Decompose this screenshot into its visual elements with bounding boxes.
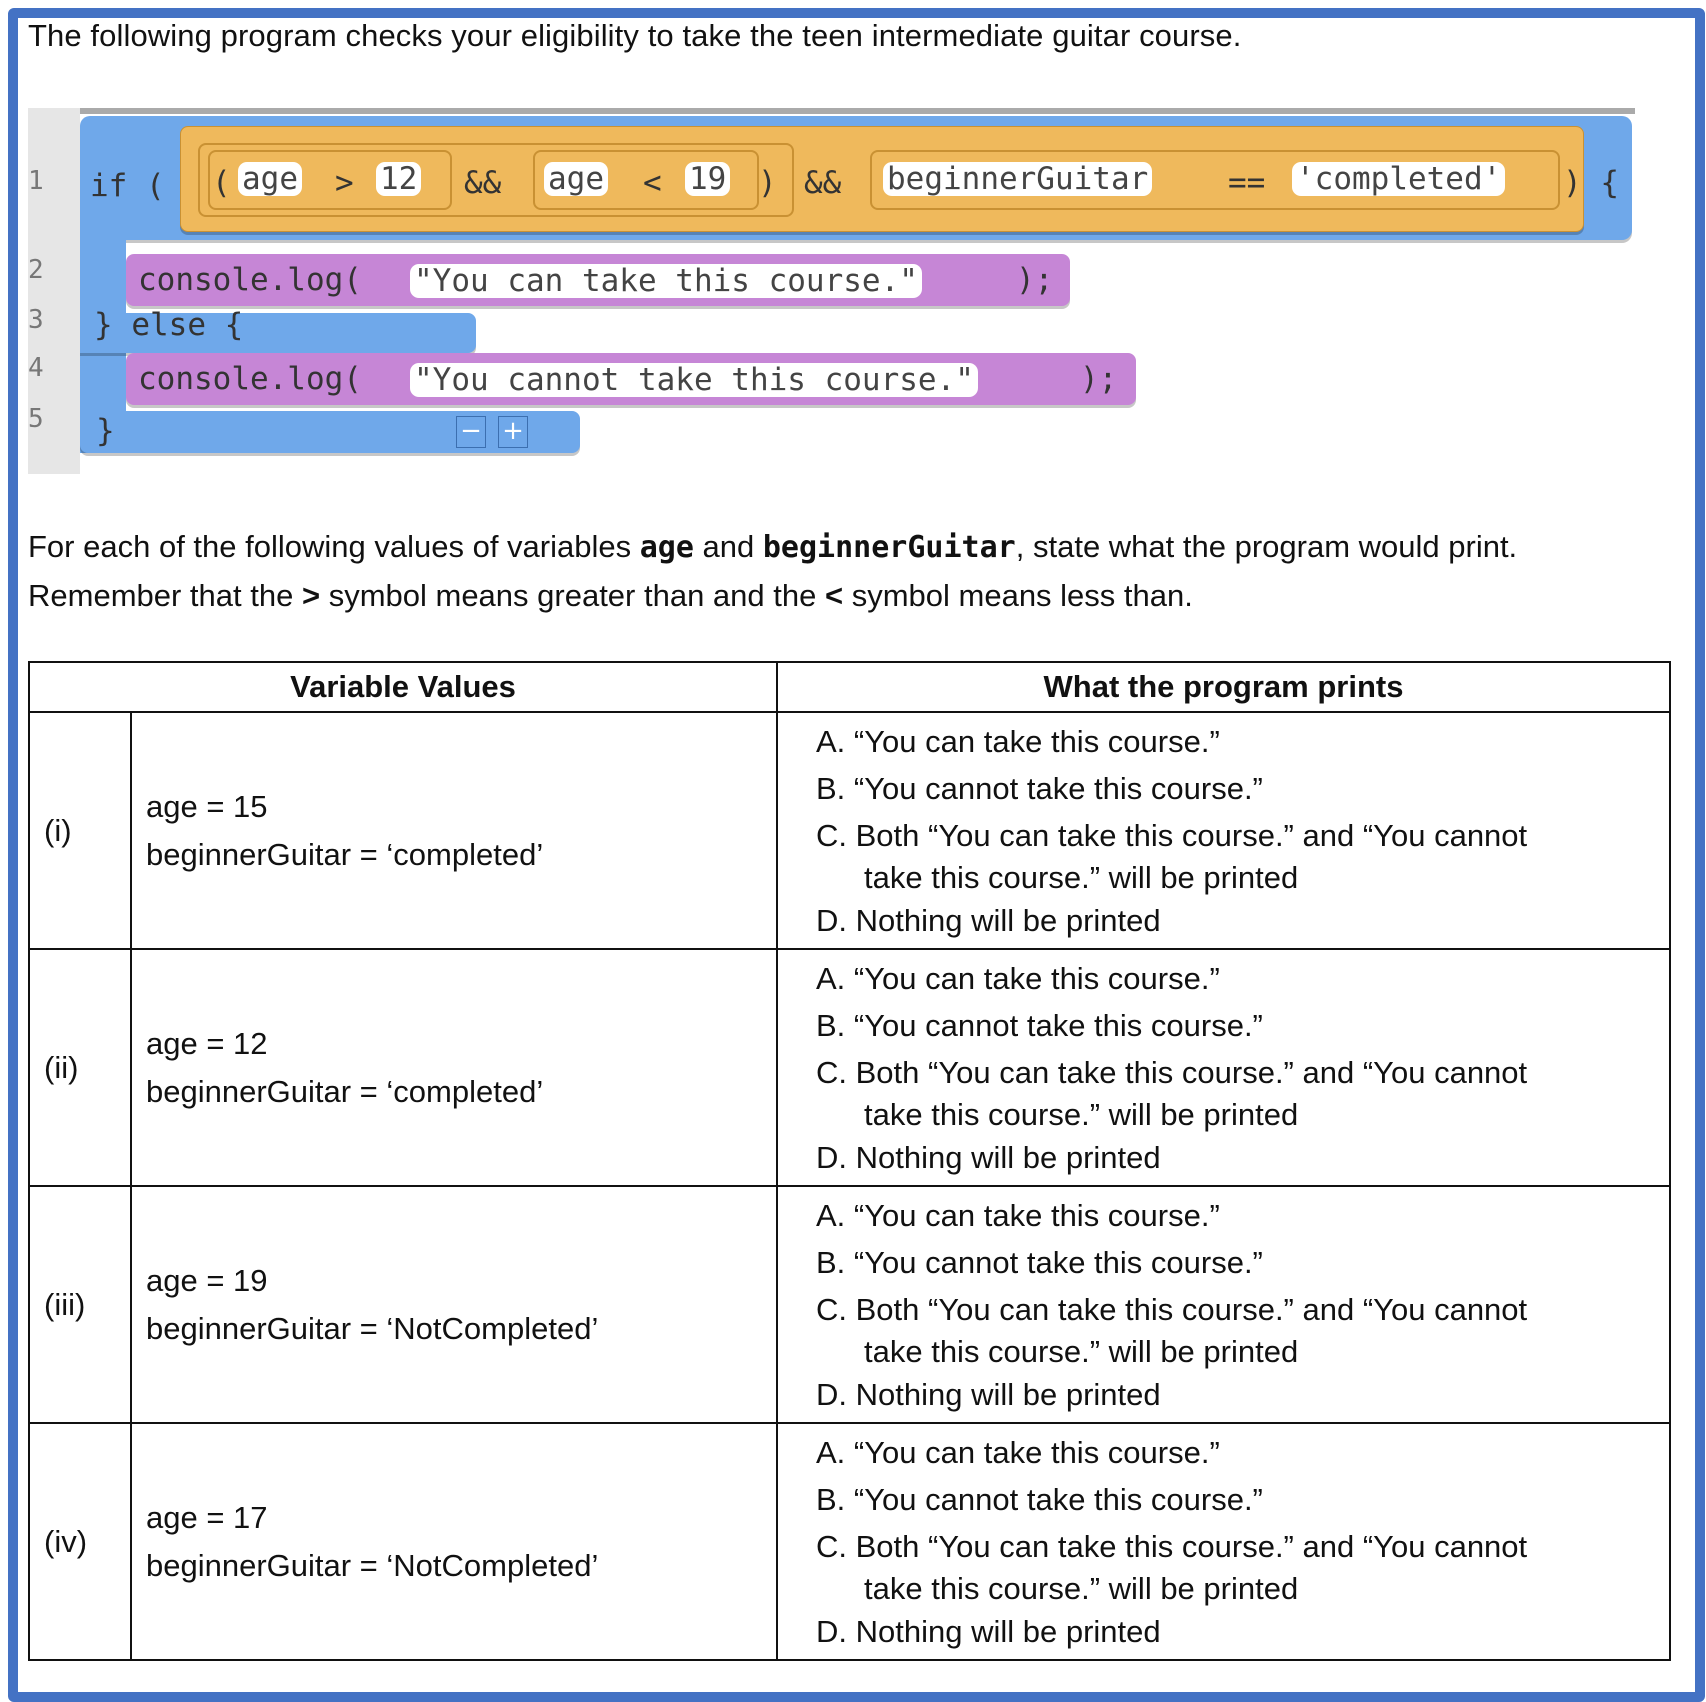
option-c-line1: C. Both “You can take this course.” and “You cannot	[816, 817, 1528, 853]
option-a[interactable]: A. “You can take this course.”	[816, 960, 1220, 996]
add-else-if-button[interactable]: +	[498, 416, 528, 448]
log-suffix: );	[1016, 262, 1054, 298]
option-d[interactable]: D. Nothing will be printed	[816, 1613, 1161, 1649]
age-var-pill[interactable]: age	[544, 162, 608, 196]
line-number: 2	[28, 255, 44, 285]
table-row	[29, 1186, 1670, 1423]
age-value: age = 17	[146, 1499, 268, 1535]
variable-values-cell	[131, 1186, 777, 1423]
option-d[interactable]: D. Nothing will be printed	[816, 1376, 1161, 1412]
age-var-pill[interactable]: age	[238, 162, 302, 196]
console-log-keyword: console.log(	[138, 262, 362, 298]
guitar-value: beginnerGuitar = ‘completed’	[146, 836, 544, 872]
instructions-text: For each of the following values of variables	[28, 529, 640, 564]
code-editor	[28, 108, 1638, 474]
option-a[interactable]: A. “You can take this course.”	[816, 1197, 1220, 1233]
line-gutter	[28, 108, 80, 474]
num-12-pill[interactable]: 12	[376, 162, 421, 196]
option-c-line2: take this course.” will be printed	[864, 1570, 1299, 1606]
guitar-var-pill[interactable]: beginnerGuitar	[883, 162, 1152, 196]
option-c-line2: take this course.” will be printed	[864, 1096, 1299, 1132]
message-can-pill[interactable]: "You can take this course."	[410, 264, 922, 298]
question-table	[28, 661, 1671, 1661]
header-program-prints: What the program prints	[777, 662, 1670, 712]
remove-else-button[interactable]: −	[456, 416, 486, 448]
guitar-variable-name: beginnerGuitar	[762, 530, 1016, 565]
option-b[interactable]: B. “You cannot take this course.”	[816, 1244, 1263, 1280]
log-suffix: );	[1080, 361, 1118, 397]
variable-values-cell	[131, 1423, 777, 1660]
lt-operator: <	[643, 165, 662, 201]
editor-top-bar	[80, 108, 1635, 114]
row-label: (iii)	[29, 1186, 131, 1423]
line-number: 4	[28, 353, 44, 383]
console-log-keyword: console.log(	[138, 361, 362, 397]
and-operator: &&	[464, 165, 502, 201]
line-number: 3	[28, 305, 44, 335]
eq-operator: ==	[1228, 165, 1266, 201]
gt-symbol: >	[301, 578, 321, 613]
guitar-value: beginnerGuitar = ‘NotCompleted’	[146, 1310, 599, 1346]
guitar-value: beginnerGuitar = ‘NotCompleted’	[146, 1547, 599, 1583]
close-brace: }	[96, 413, 115, 449]
message-cannot-pill[interactable]: "You cannot take this course."	[410, 363, 978, 397]
option-b[interactable]: B. “You cannot take this course.”	[816, 770, 1263, 806]
end-if-brace: ) {	[1563, 165, 1619, 201]
and-operator: &&	[804, 165, 842, 201]
option-c-line2: take this course.” will be printed	[864, 1333, 1299, 1369]
close-paren: )	[758, 165, 777, 201]
variable-values-cell	[131, 712, 777, 949]
option-a[interactable]: A. “You can take this course.”	[816, 723, 1220, 759]
header-variable-values: Variable Values	[29, 662, 777, 712]
completed-string-pill[interactable]: 'completed'	[1292, 162, 1505, 196]
option-c-line1: C. Both “You can take this course.” and “You cannot	[816, 1054, 1528, 1090]
if-keyword: if (	[90, 168, 165, 204]
instructions-text: , state what the program would print. Remember that the	[28, 529, 1518, 613]
row-label: (i)	[29, 712, 131, 949]
lt-symbol: <	[824, 578, 844, 613]
row-label: (iv)	[29, 1423, 131, 1660]
instructions-text: symbol means greater than and the	[320, 578, 825, 613]
option-c[interactable]	[816, 1523, 1669, 1608]
intro-text: The following program checks your eligibility to take the teen intermediate guitar course.	[28, 18, 1242, 53]
option-c[interactable]	[816, 812, 1669, 897]
line-number: 1	[28, 166, 44, 196]
options-cell	[777, 712, 1670, 949]
row-label: (ii)	[29, 949, 131, 1186]
option-c-line1: C. Both “You can take this course.” and “You cannot	[816, 1528, 1528, 1564]
option-c[interactable]	[816, 1286, 1669, 1371]
option-b[interactable]: B. “You cannot take this course.”	[816, 1481, 1263, 1517]
option-c-line2: take this course.” will be printed	[864, 859, 1299, 895]
gt-operator: >	[335, 165, 354, 201]
options-cell	[777, 1423, 1670, 1660]
option-d[interactable]: D. Nothing will be printed	[816, 1139, 1161, 1175]
option-d[interactable]: D. Nothing will be printed	[816, 902, 1161, 938]
guitar-value: beginnerGuitar = ‘completed’	[146, 1073, 544, 1109]
instructions-paragraph	[28, 523, 1668, 620]
line-number: 5	[28, 404, 44, 434]
num-19-pill[interactable]: 19	[685, 162, 730, 196]
instructions-text: and	[693, 529, 763, 564]
age-variable-name: age	[639, 530, 694, 565]
age-value: age = 12	[146, 1025, 268, 1061]
option-a[interactable]: A. “You can take this course.”	[816, 1434, 1220, 1470]
option-c[interactable]	[816, 1049, 1669, 1134]
table-row	[29, 712, 1670, 949]
option-b[interactable]: B. “You cannot take this course.”	[816, 1007, 1263, 1043]
instructions-text: symbol means less than.	[843, 578, 1193, 613]
table-row	[29, 1423, 1670, 1660]
variable-values-cell	[131, 949, 777, 1186]
options-cell	[777, 949, 1670, 1186]
table-header-row	[29, 662, 1670, 712]
else-keyword: } else {	[94, 307, 244, 343]
table-row	[29, 949, 1670, 1186]
option-c-line1: C. Both “You can take this course.” and “You cannot	[816, 1291, 1528, 1327]
options-cell	[777, 1186, 1670, 1423]
age-value: age = 15	[146, 788, 268, 824]
age-value: age = 19	[146, 1262, 268, 1298]
open-paren: (	[212, 165, 231, 201]
